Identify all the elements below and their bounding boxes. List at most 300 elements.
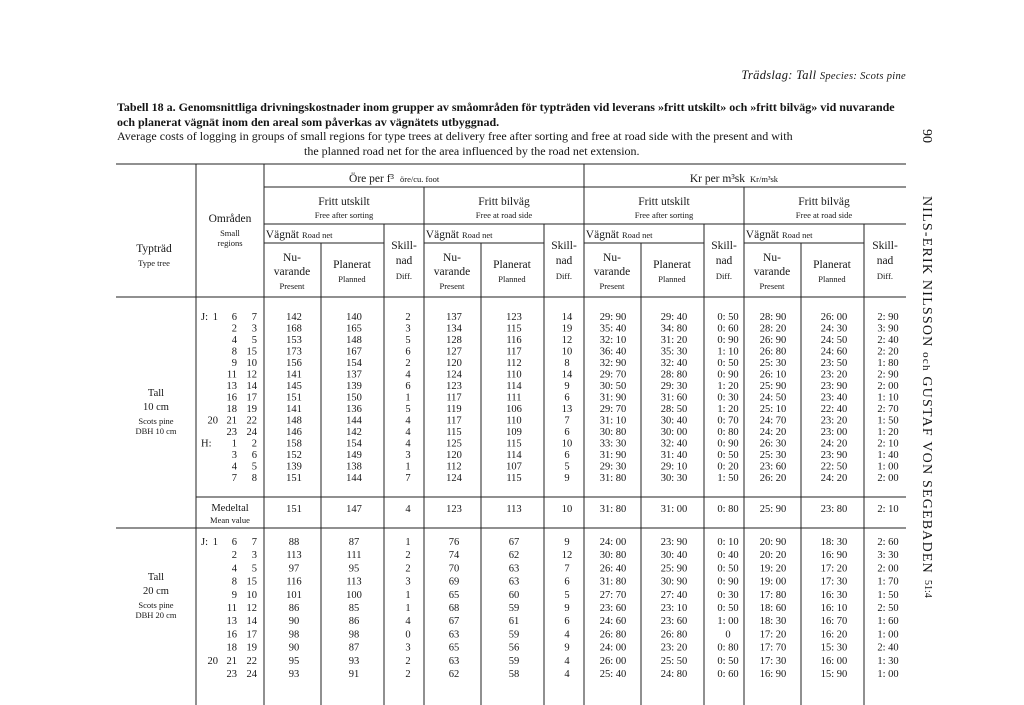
table-cell: 24: 20 [820, 438, 848, 450]
table-cell: 30: 40 [660, 415, 688, 427]
table-cell: 113 [286, 550, 302, 562]
region-num-c: 24 [246, 669, 257, 680]
table-cell: 110 [506, 369, 522, 381]
table-cell: 19: 00 [759, 576, 787, 588]
table-cell: 26: 90 [759, 335, 787, 346]
table-cell: 36: 40 [599, 346, 627, 358]
table-cell: 101 [286, 589, 302, 601]
table-cell: 0: 80 [717, 642, 739, 654]
table-cell: 2 [405, 655, 411, 667]
table-cell: 32: 90 [599, 358, 627, 369]
table-cell: 2: 00 [877, 473, 899, 484]
header-small: Small [220, 228, 240, 238]
region-num-b: 13 [226, 381, 237, 392]
table-cell: 60 [508, 589, 520, 601]
region-num-c: 5 [251, 461, 257, 473]
table-cell: 0: 30 [717, 392, 739, 404]
road-net-label: Road net [302, 230, 333, 240]
header-fs-1: Free after sorting [314, 210, 374, 220]
table-cell: 86 [348, 616, 360, 628]
region-num-b: 1 [231, 438, 237, 450]
table-cell: 24: 80 [660, 669, 688, 680]
table-cell: 168 [286, 323, 302, 335]
table-cell: 15: 90 [820, 669, 848, 680]
nad-label: nad [715, 255, 733, 267]
mean-cell: 31: 80 [599, 504, 627, 515]
table-row [227, 643, 899, 654]
region-num-c: 10 [246, 358, 257, 369]
table-cell: 137 [446, 312, 462, 323]
table-cell: 0: 90 [717, 369, 739, 381]
table-cell: 62 [448, 669, 460, 680]
region-num-b: 11 [226, 369, 237, 381]
table-cell: 29: 90 [599, 312, 627, 323]
table-cell: 1: 50 [877, 415, 899, 427]
table-cell: 26: 80 [759, 346, 787, 358]
table-cell: 20: 90 [759, 537, 787, 548]
table-cell: 31: 60 [660, 392, 688, 404]
table-cell: 2 [405, 563, 411, 575]
table-cell: 5 [405, 335, 411, 346]
table-cell: 1 [405, 603, 411, 614]
table-cell: 154 [346, 358, 362, 369]
table-cell: 0: 60 [717, 323, 739, 335]
region-num-c: 7 [251, 537, 257, 548]
table-row [201, 537, 899, 548]
table-cell: 2: 00 [877, 381, 899, 392]
table-cell: 59 [508, 603, 520, 614]
nu-label: Nu- [443, 252, 461, 264]
table-cell: 9 [564, 473, 570, 484]
table-cell: 0 [725, 629, 731, 641]
table-cell: 90 [288, 616, 300, 628]
table-cell: 17: 30 [759, 655, 787, 667]
table-cell: 67 [448, 616, 460, 628]
table-cell: 117 [506, 346, 522, 358]
header-sub-3 [594, 240, 737, 291]
caption-label: Tabell 18 a. [117, 100, 176, 114]
table-cell: 167 [346, 346, 362, 358]
table-cell: 22: 50 [820, 461, 848, 473]
table-cell: 23: 10 [660, 603, 688, 614]
vagnat-label: Vägnät [265, 229, 299, 241]
table-cell: 25: 90 [759, 381, 787, 392]
table-cell: 56 [508, 642, 520, 654]
table-cell: 23: 60 [660, 616, 688, 628]
nad-label: nad [876, 255, 894, 267]
table-cell: 16: 20 [820, 629, 848, 641]
region-num-b: 23 [226, 669, 237, 680]
table-cell: 2: 60 [877, 537, 899, 548]
table-row [201, 439, 899, 450]
table-cell: 59 [508, 655, 520, 667]
table-cell: 24: 20 [759, 427, 787, 438]
nu-label: Nu- [763, 252, 781, 264]
table-row [232, 358, 899, 369]
table-cell: 26: 00 [599, 655, 627, 667]
table-cell: 12 [561, 335, 573, 346]
table-cell: 31: 80 [599, 576, 627, 588]
planerat-label: Planerat [333, 259, 371, 271]
table-cell: 144 [346, 473, 362, 484]
group-2-rows [201, 537, 899, 680]
mean-cell: 23: 80 [820, 504, 848, 515]
table-row [227, 393, 899, 404]
header-kr: Kr per m³sk [689, 173, 745, 185]
caption-english-line2: the planned road net for the area influenced by the road net extension. [304, 143, 640, 158]
varande-label: varande [433, 266, 471, 278]
table-cell: 23: 90 [820, 381, 848, 392]
table-cell: 2: 10 [877, 438, 899, 450]
skill-label: Skill- [872, 240, 898, 252]
table-cell: 26: 10 [759, 369, 787, 381]
table-cell: 87 [348, 537, 360, 548]
table-cell: 16: 10 [820, 603, 848, 614]
table-cell: 1 [405, 461, 411, 473]
nu-label: Nu- [603, 252, 621, 264]
table-cell: 23: 60 [759, 461, 787, 473]
table-cell: 173 [286, 346, 302, 358]
region-num-b: 2 [231, 550, 237, 562]
table-cell: 76 [448, 537, 460, 548]
table-cell: 69 [448, 576, 460, 588]
table-cell: 24: 60 [820, 346, 848, 358]
table-cell: 16: 90 [820, 550, 848, 562]
varande-label: varande [753, 266, 791, 278]
table-cell: 25: 50 [660, 655, 688, 667]
table-cell: 2: 70 [877, 404, 899, 415]
road-net-label: Road net [622, 230, 653, 240]
mean-cell: 123 [446, 504, 462, 515]
planned-label: Planned [818, 274, 846, 284]
table-cell: 6 [564, 427, 570, 438]
table-cell: 95 [288, 655, 300, 667]
table-cell: 30: 00 [660, 427, 688, 438]
table-cell: 0: 90 [717, 438, 739, 450]
table-cell: 93 [348, 655, 360, 667]
table-cell: 26: 00 [820, 312, 848, 323]
table-cell: 95 [348, 563, 360, 575]
table-cell: 63 [448, 655, 460, 667]
table-cell: 0: 20 [717, 461, 739, 473]
table-cell: 58 [508, 669, 520, 680]
table-cell: 1: 20 [877, 427, 899, 438]
header-typtrad: Typträd [136, 243, 172, 255]
region-num-c: 7 [251, 312, 257, 323]
table-cell: 90 [288, 642, 300, 654]
table-cell: 30: 30 [660, 473, 688, 484]
mean-cell: 31: 00 [660, 504, 688, 515]
table-cell: 17: 20 [820, 563, 848, 575]
table-cell: 9 [564, 381, 570, 392]
table-cell: 124 [446, 369, 462, 381]
table-cell: 97 [288, 563, 300, 575]
table-cell: 4 [405, 427, 411, 438]
table-cell: 86 [288, 603, 300, 614]
region-num-b: 8 [231, 576, 237, 588]
table-cell: 22: 40 [820, 404, 848, 415]
region-num-a: 1 [212, 312, 218, 323]
table-cell: 15: 30 [820, 642, 848, 654]
mean-cell: 0: 80 [717, 504, 739, 515]
region-num-b: 21 [226, 415, 237, 427]
table-cell: 31: 80 [599, 473, 627, 484]
table-cell: 154 [346, 438, 362, 450]
region-num-a: 20 [207, 415, 218, 427]
table-cell: 0: 10 [717, 537, 739, 548]
region-num-c: 17 [246, 392, 257, 404]
table-cell: 25: 30 [759, 450, 787, 461]
table-row [201, 312, 899, 323]
region-num-c: 19 [246, 404, 257, 415]
table-cell: 6 [564, 576, 570, 588]
table-row [232, 563, 899, 574]
table-cell: 158 [286, 438, 302, 450]
table-cell: 134 [446, 323, 462, 335]
table-cell: 2: 50 [877, 603, 899, 614]
mean-cell: 113 [506, 504, 522, 515]
table-cell: 109 [506, 427, 522, 438]
table-cell: 120 [446, 450, 462, 461]
table-cell: 9 [564, 603, 570, 614]
table-row [232, 324, 899, 335]
table-cell: 117 [446, 415, 462, 427]
group-1-en1: Scots pine [138, 416, 174, 426]
header-type-tree: Type tree [138, 258, 170, 268]
table-row [232, 473, 899, 484]
header-fb-1: Fritt bilväg [478, 196, 530, 208]
table-cell: 30: 50 [599, 381, 627, 392]
table-cell: 18: 60 [759, 603, 787, 614]
diff-label: Diff. [876, 271, 894, 281]
region-num-c: 6 [251, 450, 257, 461]
table-cell: 3: 90 [877, 323, 899, 335]
table-cell: 24: 20 [820, 473, 848, 484]
table-cell: 23: 90 [660, 537, 688, 548]
table-cell: 137 [346, 369, 362, 381]
table-cell: 111 [506, 392, 522, 404]
table-cell: 1: 30 [877, 655, 899, 667]
region-num-c: 14 [246, 616, 257, 628]
region-num-a: 20 [207, 655, 218, 667]
table-cell: 33: 30 [599, 438, 627, 450]
table-cell: 0: 80 [717, 427, 739, 438]
table-cell: 144 [346, 415, 362, 427]
header-vagnat-3 [586, 229, 653, 241]
region-num-c: 2 [251, 438, 257, 450]
table-cell: 28: 20 [759, 323, 787, 335]
table-cell: 145 [286, 381, 302, 392]
table-cell: 114 [506, 450, 522, 461]
road-net-label: Road net [782, 230, 813, 240]
table-cell: 23: 20 [820, 415, 848, 427]
group-1-dbh: 10 cm [143, 402, 169, 413]
header-vagnat-1 [266, 229, 333, 241]
table-cell: 165 [346, 323, 362, 335]
planerat-label: Planerat [493, 259, 531, 271]
header-ore-en: öre/cu. foot [400, 174, 440, 184]
table-cell: 148 [346, 335, 362, 346]
table-cell: 115 [506, 473, 522, 484]
table-row [208, 656, 899, 667]
table-cell: 5 [564, 461, 570, 473]
table-cell: 152 [286, 450, 302, 461]
diff-label: Diff. [395, 271, 413, 281]
region-num-c: 15 [246, 576, 257, 588]
table-cell: 148 [286, 415, 302, 427]
table-cell: 19 [561, 323, 573, 335]
table-row [232, 462, 899, 473]
table-row [227, 370, 899, 381]
table-cell: 139 [346, 381, 362, 392]
group-1-rows [201, 312, 899, 484]
region-num-b: 4 [231, 335, 237, 346]
region-num-b: 9 [231, 589, 237, 601]
table-cell: 16: 30 [820, 589, 848, 601]
region-prefix: J: [201, 312, 209, 323]
region-num-c: 24 [246, 427, 257, 438]
varande-label: varande [593, 266, 631, 278]
table-row [232, 590, 899, 601]
group-2-en2: DBH 20 cm [135, 610, 177, 620]
table-cell: 62 [508, 550, 520, 562]
table-cell: 6 [564, 392, 570, 404]
running-head-sv: Trädslag: Tall [741, 68, 817, 82]
table-cell: 113 [346, 576, 362, 588]
table-cell: 16: 70 [820, 616, 848, 628]
region-num-c: 19 [246, 642, 257, 654]
side-code: 51:4 [922, 580, 933, 598]
diff-label: Diff. [555, 271, 573, 281]
table-cell: 25: 40 [599, 669, 627, 680]
table-cell: 14 [561, 369, 573, 381]
header-kr-en: Kr/m³sk [750, 174, 779, 184]
table-row [227, 427, 899, 438]
region-num-b: 21 [226, 655, 237, 667]
region-num-c: 15 [246, 346, 257, 358]
table-cell: 85 [348, 603, 360, 614]
table-cell: 3: 30 [877, 550, 899, 562]
table-cell: 31: 20 [660, 335, 688, 346]
table-cell: 0: 50 [717, 358, 739, 369]
table-cell: 136 [346, 404, 362, 415]
planned-label: Planned [658, 274, 686, 284]
table-cell: 23: 20 [820, 369, 848, 381]
region-num-c: 12 [246, 603, 257, 614]
mean-cell: 10 [561, 504, 573, 515]
table-cell: 6 [405, 346, 411, 358]
header-omraden: Områden [208, 213, 252, 225]
region-num-b: 8 [231, 346, 237, 358]
region-prefix: H: [201, 438, 212, 450]
table-cell: 0: 50 [717, 603, 739, 614]
table-cell: 1: 80 [877, 358, 899, 369]
mean-label: Medeltal [211, 503, 249, 514]
table-cell: 93 [288, 669, 300, 680]
table-cell: 28: 80 [660, 369, 688, 381]
table-cell: 116 [286, 576, 302, 588]
table-cell: 26: 40 [599, 563, 627, 575]
caption-english-line1: Average costs of logging in groups of small regions for type trees at delivery free after sorting and free at road side with the present and with [117, 129, 793, 143]
table-cell: 16: 00 [820, 655, 848, 667]
region-num-b: 4 [231, 563, 237, 575]
table-cell: 4 [405, 438, 411, 450]
nad-label: nad [395, 255, 413, 267]
table-cell: 116 [506, 335, 522, 346]
table-cell: 0: 30 [717, 589, 739, 601]
table-cell: 0: 50 [717, 312, 739, 323]
table-cell: 3 [405, 323, 411, 335]
table-cell: 2 [405, 312, 411, 323]
present-label: Present [279, 281, 305, 291]
table-cell: 3 [405, 642, 411, 654]
table-cell: 23: 00 [820, 427, 848, 438]
table-cell: 18: 30 [759, 616, 787, 628]
table-cell: 1 [405, 392, 411, 404]
region-num-c: 22 [246, 415, 257, 427]
skill-label: Skill- [551, 240, 577, 252]
road-net-label: Road net [462, 230, 493, 240]
table-cell: 112 [506, 358, 522, 369]
nu-label: Nu- [283, 252, 301, 264]
vagnat-label: Vägnät [425, 229, 459, 241]
table-cell: 29: 70 [599, 404, 627, 415]
group-2-label [135, 572, 176, 620]
table-cell: 35: 30 [660, 346, 688, 358]
table-cell: 24: 70 [759, 415, 787, 427]
region-num-c: 3 [251, 550, 257, 562]
table-cell: 3 [405, 450, 411, 461]
table-cell: 91 [348, 669, 360, 680]
table-cell: 4 [564, 655, 570, 667]
region-num-b: 18 [226, 642, 237, 654]
table-cell: 74 [448, 550, 460, 562]
header-sub-4 [754, 240, 898, 291]
table-cell: 125 [446, 438, 462, 450]
table-cell: 6 [564, 450, 570, 461]
present-label: Present [759, 281, 785, 291]
table-cell: 87 [348, 642, 360, 654]
table-cell: 2 [405, 358, 411, 369]
table-cell: 120 [446, 358, 462, 369]
header-sub-2 [434, 240, 577, 291]
diff-label: Diff. [715, 271, 733, 281]
region-num-c: 3 [251, 323, 257, 335]
table-cell: 24: 00 [599, 642, 627, 654]
region-num-b: 16 [226, 392, 237, 404]
region-num-c: 12 [246, 369, 257, 381]
table-cell: 25: 10 [759, 404, 787, 415]
table-cell: 0 [405, 629, 411, 641]
vagnat-label: Vägnät [585, 229, 619, 241]
region-num-c: 5 [251, 563, 257, 575]
table-cell: 1: 00 [877, 629, 899, 641]
table-cell: 24: 00 [599, 537, 627, 548]
table-cell: 150 [346, 392, 362, 404]
table-row [227, 404, 899, 415]
side-author-1: NILS-ERIK NILSSON [919, 196, 934, 348]
table-cell: 4 [405, 369, 411, 381]
table-header [136, 171, 898, 291]
table-cell: 12 [561, 550, 573, 562]
table-cell: 31: 40 [660, 450, 688, 461]
region-num-c: 22 [246, 655, 257, 667]
skill-label: Skill- [711, 240, 737, 252]
table-cell: 23: 60 [599, 603, 627, 614]
table-cell: 149 [346, 450, 362, 461]
table-cell: 115 [446, 427, 462, 438]
table-cell: 0: 50 [717, 563, 739, 575]
